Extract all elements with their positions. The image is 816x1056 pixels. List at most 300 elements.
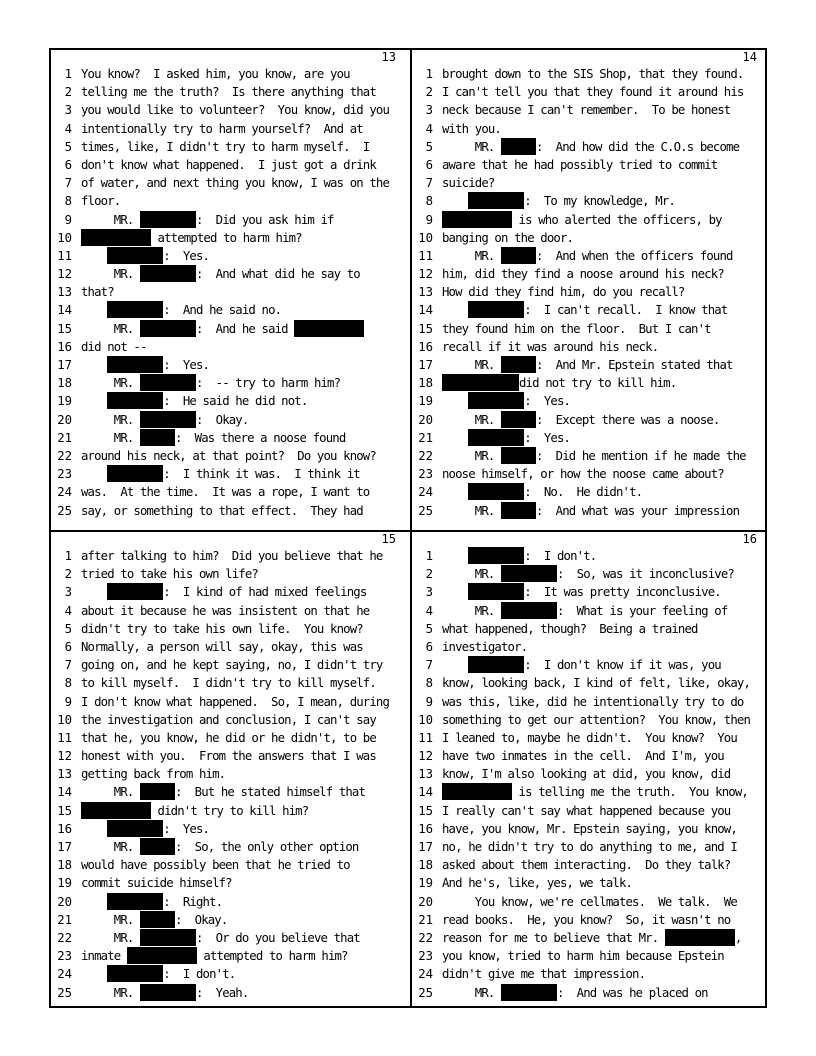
line-number: 14 [418, 303, 433, 318]
text-segment: MR. [442, 985, 501, 1000]
line-text [442, 247, 733, 265]
text-segment [442, 194, 468, 208]
page-number: 15 [381, 532, 396, 546]
text-segment [442, 585, 468, 599]
transcript-line [412, 356, 767, 374]
line-number: 3 [64, 103, 72, 118]
line-number: 10 [57, 712, 72, 727]
redaction-box [107, 893, 163, 910]
transcript-line [412, 392, 767, 410]
transcript-line [51, 638, 406, 656]
text-segment: : Right. [163, 894, 223, 909]
line-text [442, 802, 730, 820]
text-segment: floor. [81, 194, 121, 209]
line-number: 23 [57, 949, 72, 964]
redaction-box [140, 911, 175, 928]
line-number: 15 [418, 803, 433, 818]
text-segment: I really can't say what happened because you [442, 803, 731, 818]
redaction-box [442, 783, 512, 800]
line-number: 14 [57, 303, 72, 318]
line-text [442, 65, 743, 83]
text-segment: honest with you. From the answers that I was [81, 749, 376, 764]
redaction-box [665, 929, 735, 946]
transcript-line [51, 65, 406, 83]
text-segment: times, like, I didn't try to harm myself. I [81, 139, 370, 154]
line-text [442, 965, 645, 983]
transcript-line [412, 338, 767, 356]
transcript-line [412, 156, 767, 174]
transcript-line [51, 856, 406, 874]
transcript-line [412, 65, 767, 83]
transcript-line [412, 411, 767, 429]
page-lines [412, 547, 767, 1002]
transcript-line [51, 620, 406, 638]
text-segment: MR. [442, 603, 501, 618]
line-number: 4 [425, 603, 433, 618]
text-segment: something to get our attention? You know, then [442, 712, 751, 727]
text-segment: is telling me the truth. You know, [512, 785, 748, 800]
transcript-line [412, 929, 767, 947]
text-segment: banging on the door. [442, 230, 574, 245]
transcript-line [51, 301, 406, 319]
line-text [81, 247, 209, 265]
text-segment: MR. [81, 212, 140, 227]
text-segment: : -- try to harm him? [195, 376, 341, 391]
line-number: 16 [57, 339, 72, 354]
line-text [81, 838, 358, 856]
line-number: 24 [57, 967, 72, 982]
transcript-line [51, 192, 406, 210]
text-segment: did not -- [81, 339, 147, 354]
line-text [81, 156, 376, 174]
line-text [81, 411, 248, 429]
text-segment: investigator. [442, 639, 528, 654]
text-segment: to kill myself. I didn't try to kill myself. [81, 676, 376, 691]
line-number: 15 [418, 321, 433, 336]
line-text [81, 138, 369, 156]
transcript-line [51, 447, 406, 465]
text-segment: : But he stated himself that [174, 785, 366, 800]
line-text [81, 947, 348, 965]
line-number: 22 [57, 448, 72, 463]
line-text [442, 547, 596, 565]
line-number: 11 [418, 248, 433, 263]
text-segment [442, 549, 468, 563]
text-segment: : He said he did not. [163, 394, 308, 409]
transcript-line [51, 820, 406, 838]
line-number: 8 [64, 194, 72, 209]
transcript-line [51, 411, 406, 429]
line-text [442, 602, 727, 620]
line-text [81, 693, 389, 711]
text-segment: I can't tell you that they found it around his [442, 85, 744, 100]
line-text [442, 138, 739, 156]
line-text [81, 984, 248, 1002]
line-number: 13 [57, 285, 72, 300]
line-text [81, 911, 227, 929]
text-segment: : Okay. [195, 412, 249, 427]
transcript-line [51, 783, 406, 801]
text-segment: MR. [81, 840, 140, 854]
transcript-line [51, 674, 406, 692]
line-text [442, 874, 632, 892]
line-number: 24 [57, 485, 72, 500]
text-segment: MR. [442, 412, 501, 427]
transcript-line [51, 874, 406, 892]
line-number: 22 [418, 930, 433, 945]
line-text [442, 638, 527, 656]
text-segment: MR. [442, 448, 501, 463]
line-number: 18 [57, 376, 72, 391]
line-number: 2 [425, 567, 433, 582]
line-number: 17 [418, 358, 433, 372]
line-text [81, 392, 307, 410]
line-number: 17 [57, 840, 72, 854]
text-segment: : And he said [195, 321, 295, 336]
line-text [442, 838, 737, 856]
line-text [81, 320, 364, 338]
line-number: 5 [64, 621, 72, 636]
line-number: 2 [425, 85, 433, 100]
text-segment: : Yes. [163, 358, 210, 372]
redaction-box [501, 984, 557, 1001]
page-lines [51, 65, 406, 520]
page-number: 14 [742, 50, 757, 64]
transcript-line [51, 602, 406, 620]
transcript-line [412, 429, 767, 447]
text-segment [81, 249, 107, 263]
text-segment: MR. [81, 376, 140, 391]
text-segment: : I don't know if it was, you [524, 658, 721, 673]
transcript-line [412, 656, 767, 674]
text-segment: was this, like, did he intentionally try to do [442, 694, 744, 709]
redaction-box [140, 929, 196, 946]
text-segment: : It was pretty inconclusive. [524, 585, 721, 600]
line-number: 19 [418, 876, 433, 891]
transcript-line [51, 356, 406, 374]
text-segment: You know, we're cellmates. We talk. We [442, 894, 737, 909]
transcript-line [51, 929, 406, 947]
line-text [81, 747, 376, 765]
line-text [81, 483, 369, 501]
line-text [81, 447, 376, 465]
line-number: 7 [64, 658, 72, 673]
redaction-box [468, 483, 524, 500]
text-segment: : Except there was a noose. [535, 412, 720, 427]
text-segment: suicide? [442, 176, 495, 191]
transcript-line [51, 374, 406, 392]
text-segment [81, 467, 107, 481]
text-segment [442, 431, 468, 445]
redaction-box [107, 392, 163, 409]
text-segment: don't know what happened. I just got a drink [81, 157, 376, 172]
text-segment: is who alerted the officers, by [512, 212, 722, 227]
text-segment: the investigation and conclusion, I can't say [81, 712, 376, 727]
transcript-line [412, 83, 767, 101]
line-number: 9 [64, 694, 72, 709]
redaction-box [127, 947, 197, 964]
line-text [81, 856, 350, 874]
line-text [442, 101, 730, 119]
line-text [81, 83, 376, 101]
transcript-page-15 [51, 532, 406, 1008]
text-segment: MR. [81, 912, 140, 927]
text-segment: him, did they find a noose around his neck? [442, 267, 724, 282]
line-number: 10 [57, 230, 72, 245]
transcript-line [51, 265, 406, 283]
transcript-line [51, 765, 406, 783]
line-text [442, 465, 724, 483]
transcript-line [51, 392, 406, 410]
text-segment: neck because I can't remember. To be honest [442, 103, 731, 118]
text-segment: : Yes. [524, 394, 571, 409]
text-segment: : I kind of had mixed feelings [163, 585, 367, 600]
text-segment: : Did you ask him if [195, 212, 334, 227]
transcript-line [412, 620, 767, 638]
text-segment: getting back from him. [81, 767, 226, 782]
line-number: 23 [57, 467, 72, 482]
line-number: 14 [57, 785, 72, 800]
line-number: 24 [418, 967, 433, 982]
text-segment: : I don't. [524, 549, 597, 563]
redaction-box [468, 656, 524, 673]
text-segment [81, 822, 107, 836]
redaction-box [294, 320, 364, 337]
transcript-line [412, 211, 767, 229]
transcript-line [412, 820, 767, 838]
line-text [442, 211, 722, 229]
transcript-line [412, 192, 767, 210]
text-segment: they found him on the floor. But I can't [442, 321, 711, 336]
line-text [442, 502, 739, 520]
line-number: 6 [425, 639, 433, 654]
transcript-line [412, 674, 767, 692]
text-segment: know, looking back, I kind of felt, like, okay, [442, 676, 751, 691]
line-number: 20 [418, 894, 433, 909]
line-text [442, 820, 737, 838]
transcript-line [51, 565, 406, 583]
redaction-box [501, 247, 536, 264]
transcript-line [51, 174, 406, 192]
text-segment: : So, was it inconclusive? [556, 567, 734, 582]
line-text [442, 620, 698, 638]
text-segment: : And he said no. [163, 303, 282, 318]
transcript-line [412, 965, 767, 983]
line-text [81, 965, 235, 983]
text-segment: MR. [442, 503, 501, 518]
redaction-box [107, 465, 163, 482]
line-number: 12 [57, 749, 72, 764]
line-number: 25 [418, 985, 433, 1000]
text-segment: MR. [81, 412, 140, 427]
line-text [81, 338, 147, 356]
text-segment [442, 658, 468, 672]
text-segment: : And was he placed on [556, 985, 708, 1000]
line-text [442, 320, 711, 338]
redaction-box [468, 583, 524, 600]
redaction-box [501, 565, 557, 582]
text-segment: didn't give me that impression. [442, 967, 646, 982]
line-number: 13 [57, 767, 72, 782]
line-text [442, 693, 743, 711]
transcript-line [51, 229, 406, 247]
transcript-line [412, 947, 767, 965]
transcript-line [51, 138, 406, 156]
line-number: 20 [418, 412, 433, 427]
text-segment: did not try to kill him. [519, 376, 677, 391]
transcript-line [412, 247, 767, 265]
text-segment: MR. [81, 430, 140, 445]
line-text [81, 929, 360, 947]
text-segment: with you. [442, 121, 501, 136]
line-text [81, 211, 334, 229]
line-text [442, 565, 734, 583]
line-text [442, 674, 750, 692]
text-segment: MR. [81, 267, 140, 282]
redaction-box [442, 374, 519, 391]
line-text [81, 583, 366, 601]
text-segment: And he's, like, yes, we talk. [442, 876, 633, 891]
text-segment: : And what was your impression [535, 503, 740, 518]
line-number: 12 [418, 749, 433, 764]
line-text [81, 283, 114, 301]
text-segment: intentionally try to harm yourself? And at [81, 121, 363, 136]
redaction-box [468, 392, 524, 409]
redaction-box [140, 838, 175, 855]
redaction-box [140, 211, 196, 228]
transcript-page-16 [412, 532, 767, 1008]
line-number: 23 [418, 949, 433, 964]
text-segment: MR. [81, 985, 140, 1000]
text-segment: : I can't recall. I know that [524, 303, 728, 318]
transcript-line [412, 502, 767, 520]
line-text [442, 265, 724, 283]
line-number: 5 [425, 621, 433, 636]
line-number: 2 [64, 567, 72, 582]
line-text [442, 747, 724, 765]
line-text [442, 729, 737, 747]
text-segment: after talking to him? Did you believe that he [81, 549, 383, 563]
text-segment: of water, and next thing you know, I was on the [81, 176, 390, 191]
redaction-box [140, 783, 175, 800]
text-segment: : What is your feeling of [556, 603, 728, 618]
line-text [442, 783, 748, 801]
text-segment [442, 485, 468, 499]
line-number: 12 [57, 267, 72, 282]
transcript-line [412, 174, 767, 192]
line-text [81, 65, 350, 83]
transcript-line [51, 547, 406, 565]
text-segment: tried to take his own life? [81, 567, 258, 582]
transcript-line [51, 693, 406, 711]
line-number: 15 [57, 803, 72, 818]
redaction-box [501, 356, 536, 373]
line-text [442, 947, 724, 965]
transcript-line [51, 211, 406, 229]
text-segment: MR. [442, 358, 501, 372]
text-segment [81, 394, 107, 408]
text-segment: asked about them interacting. Do they talk? [442, 858, 731, 873]
line-text [81, 229, 302, 247]
transcript-line [412, 229, 767, 247]
text-segment: : I don't. [163, 967, 236, 982]
transcript-line [412, 320, 767, 338]
text-segment: have, you know, Mr. Epstein saying, you know, [442, 821, 737, 836]
text-segment: MR. [442, 248, 501, 263]
line-text [442, 356, 733, 374]
text-segment: I leaned to, maybe he didn't. You know? You [442, 730, 737, 745]
line-number: 18 [57, 858, 72, 873]
line-text [442, 583, 721, 601]
text-segment [81, 358, 107, 372]
line-number: 5 [64, 139, 72, 154]
line-text [442, 447, 746, 465]
line-number: 21 [418, 430, 433, 445]
line-text [442, 483, 642, 501]
text-segment: : And Mr. Epstein stated that [535, 358, 733, 372]
text-segment: : Yes. [524, 430, 571, 445]
line-text [81, 301, 281, 319]
redaction-box [501, 502, 536, 519]
line-number: 5 [425, 139, 433, 154]
redaction-box [140, 984, 196, 1001]
redaction-box [140, 374, 196, 391]
redaction-box [468, 429, 524, 446]
transcript-line [51, 283, 406, 301]
line-number: 17 [418, 840, 433, 854]
text-segment: was. At the time. It was a rope, I want to [81, 485, 370, 500]
text-segment: : Was there a noose found [174, 430, 346, 445]
transcript-line [412, 765, 767, 783]
line-text [442, 411, 719, 429]
redaction-box [140, 429, 175, 446]
text-segment: about it because he was insistent on that he [81, 603, 370, 618]
line-number: 11 [57, 730, 72, 745]
line-number: 21 [418, 912, 433, 927]
transcript-page-14 [412, 50, 767, 526]
line-text [442, 429, 570, 447]
transcript-line [412, 711, 767, 729]
redaction-box [81, 802, 151, 819]
line-number: 8 [425, 194, 433, 209]
redaction-box [107, 965, 163, 982]
transcript-line [412, 783, 767, 801]
text-segment: : Did he mention if he made the [535, 448, 746, 463]
line-number: 24 [418, 485, 433, 500]
line-text [81, 729, 376, 747]
text-segment: that? [81, 285, 114, 300]
line-number: 4 [425, 121, 433, 136]
line-text [81, 120, 363, 138]
text-segment: no, he didn't try to do anything to me, and I [442, 840, 737, 854]
transcript-line [412, 447, 767, 465]
line-number: 14 [418, 785, 433, 800]
line-number: 9 [64, 212, 72, 227]
line-text [442, 929, 741, 947]
line-text [442, 174, 494, 192]
line-number: 18 [418, 858, 433, 873]
line-text [81, 356, 209, 374]
text-segment: MR. [81, 321, 140, 336]
text-segment: going on, and he kept saying, no, I didn't try [81, 658, 383, 673]
line-text [442, 83, 743, 101]
line-text [81, 101, 389, 119]
redaction-box [501, 411, 536, 428]
redaction-box [107, 820, 163, 837]
transcript-line [51, 965, 406, 983]
transcript-line [51, 984, 406, 1002]
line-number: 20 [57, 894, 72, 909]
